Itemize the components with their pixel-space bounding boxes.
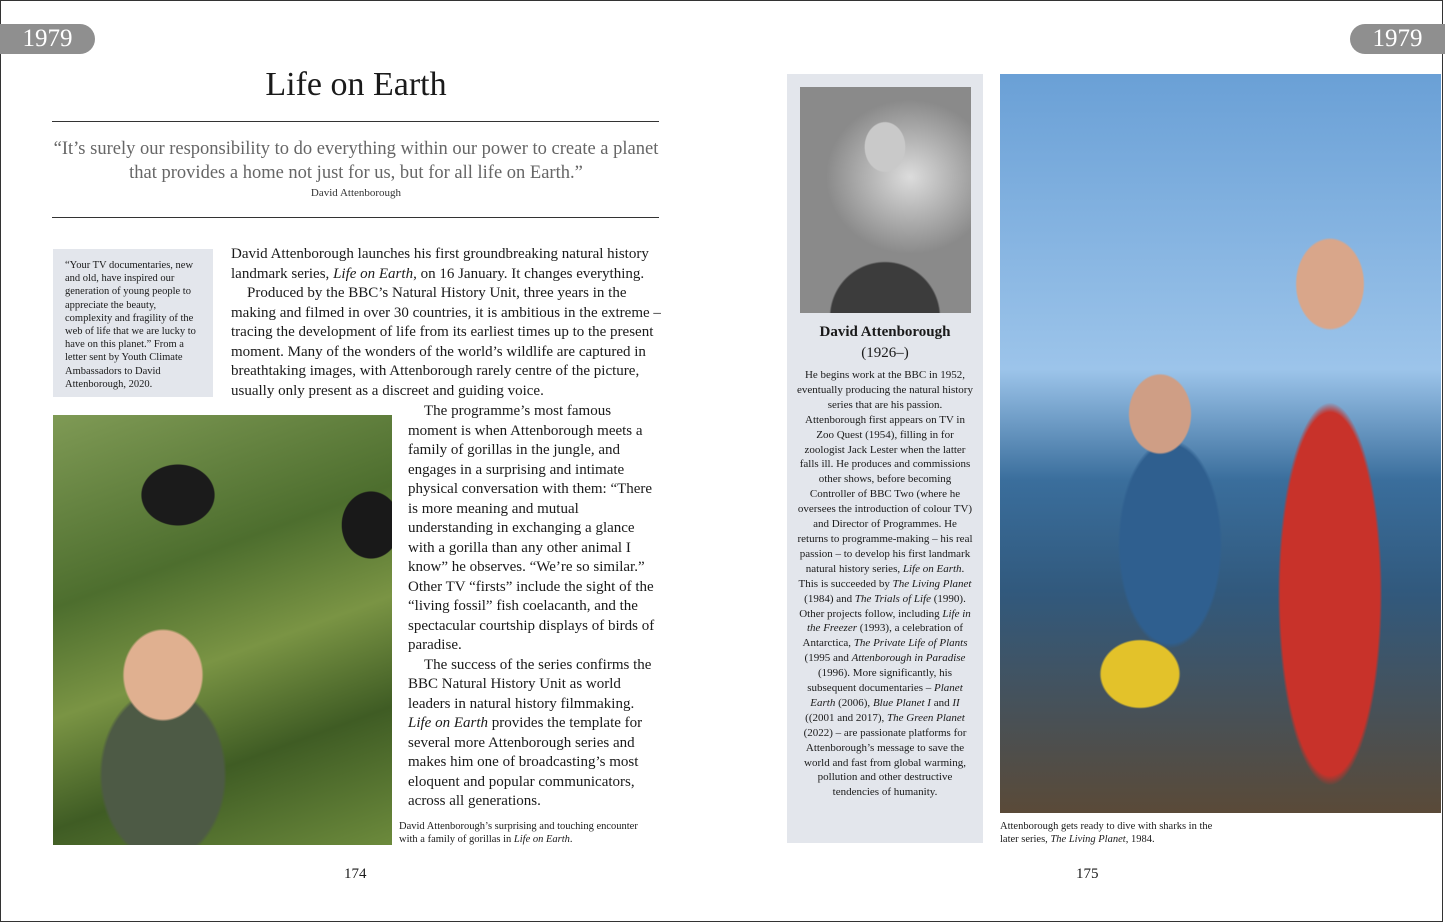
paragraph-3: The programme’s most famous moment is when Attenborough meets a family of gorillas in the jungle, and engages in a surprising and intimate physical conversation with them: “There is more meaning and mutual understanding in exchanging a glance with a gorilla than any other animal I know” he observes. “We’re so similar.” Other TV “firsts” include the sight of the “living fossil” fish coelacanth, and the spectacular courtship displays of birds of paradise. — [408, 403, 655, 653]
paragraph-5: Life on Earth provides the template for several more Attenborough series and makes him one of broadcasting’s most eloquent and popular communicators, across all generations. — [408, 715, 643, 809]
paragraph-1: David Attenborough launches his first groundbreaking natural history landmark series, Life on Earth, on 16 January. It changes everything. — [231, 246, 649, 282]
paragraph-2: Produced by the BBC’s Natural History Unit, three years in the making and filmed in over 30 countries, it is ambitious in the extreme – tracing the development of life from its earliest times up to the present moment. Many of the wonders of the world’s wildlife are captured in breathtaking images, with Attenborough rarely centre of the picture, usually only present as a discreet and guiding voice. — [231, 285, 661, 399]
pull-quote-attribution: David Attenborough — [310, 187, 402, 199]
paragraph-4: The success of the series confirms the BBC Natural History Unit as world leaders in natural history filmmaking. — [408, 656, 652, 712]
quote-rule-bottom — [52, 217, 659, 218]
page-number-left: 174 — [344, 866, 367, 882]
diving-photo — [1000, 74, 1441, 813]
page-number-right: 175 — [1076, 866, 1099, 882]
body-column-side — [408, 402, 661, 812]
body-column-top — [231, 245, 661, 401]
quote-rule-top — [52, 121, 659, 122]
year-tab-right: 1979 — [1350, 24, 1445, 54]
year-tab-left: 1979 — [0, 24, 95, 54]
gorilla-photo — [53, 415, 392, 845]
sidebar-quote-box: “Your TV documentaries, new and old, have inspired our generation of young people to appreciate the beauty, complexity and fragility of the web of life that we are lucky to have on this planet.” From a letter sent by Youth Climate Ambassadors to David Attenborough, 2020. — [53, 249, 213, 397]
attenborough-portrait-photo — [800, 87, 971, 313]
diving-photo-caption: Attenborough gets ready to dive with sharks in the later series, The Living Planet, 1984. — [1000, 821, 1213, 845]
bio-text: He begins work at the BBC in 1952, eventually producing the natural history series that are his passion. Attenborough first appears on TV in Zoo Quest (1954), filling in for zoologist Jack Lester when the latter falls ill. He produces and commissions other shows, before becoming Controller of BBC Two (where he oversees the introduction of colour TV) and Director of Programmes. He returns to programme-making – his real passion – to develop his first landmark natural history series, Life on Earth. This is succeeded by The Living Planet (1984) and The Trials of Life (1990). Other projects follow, including Life in the Freezer (1993), a celebration of Antarctica, The Private Life of Plants (1995 and Attenborough in Paradise (1996). More significantly, his subsequent documentaries – Planet Earth (2006), Blue Planet I and II ((2001 and 2017), The Green Planet (2022) – are passionate platforms for Attenborough’s message to save the world and fast from global warming, pollution and other destructive tendencies of humanity. — [797, 369, 973, 799]
gorilla-photo-caption: David Attenborough’s surprising and touching encounter with a family of gorillas in Life on Earth. — [399, 821, 638, 845]
bio-years: (1926–) — [861, 345, 909, 361]
bio-name: David Attenborough — [819, 324, 951, 340]
pull-quote: “It’s surely our responsibility to do everything within our power to create a planet that provides a home not just for us, but for all life on Earth.” — [53, 139, 659, 183]
article-title: Life on Earth — [265, 66, 447, 103]
